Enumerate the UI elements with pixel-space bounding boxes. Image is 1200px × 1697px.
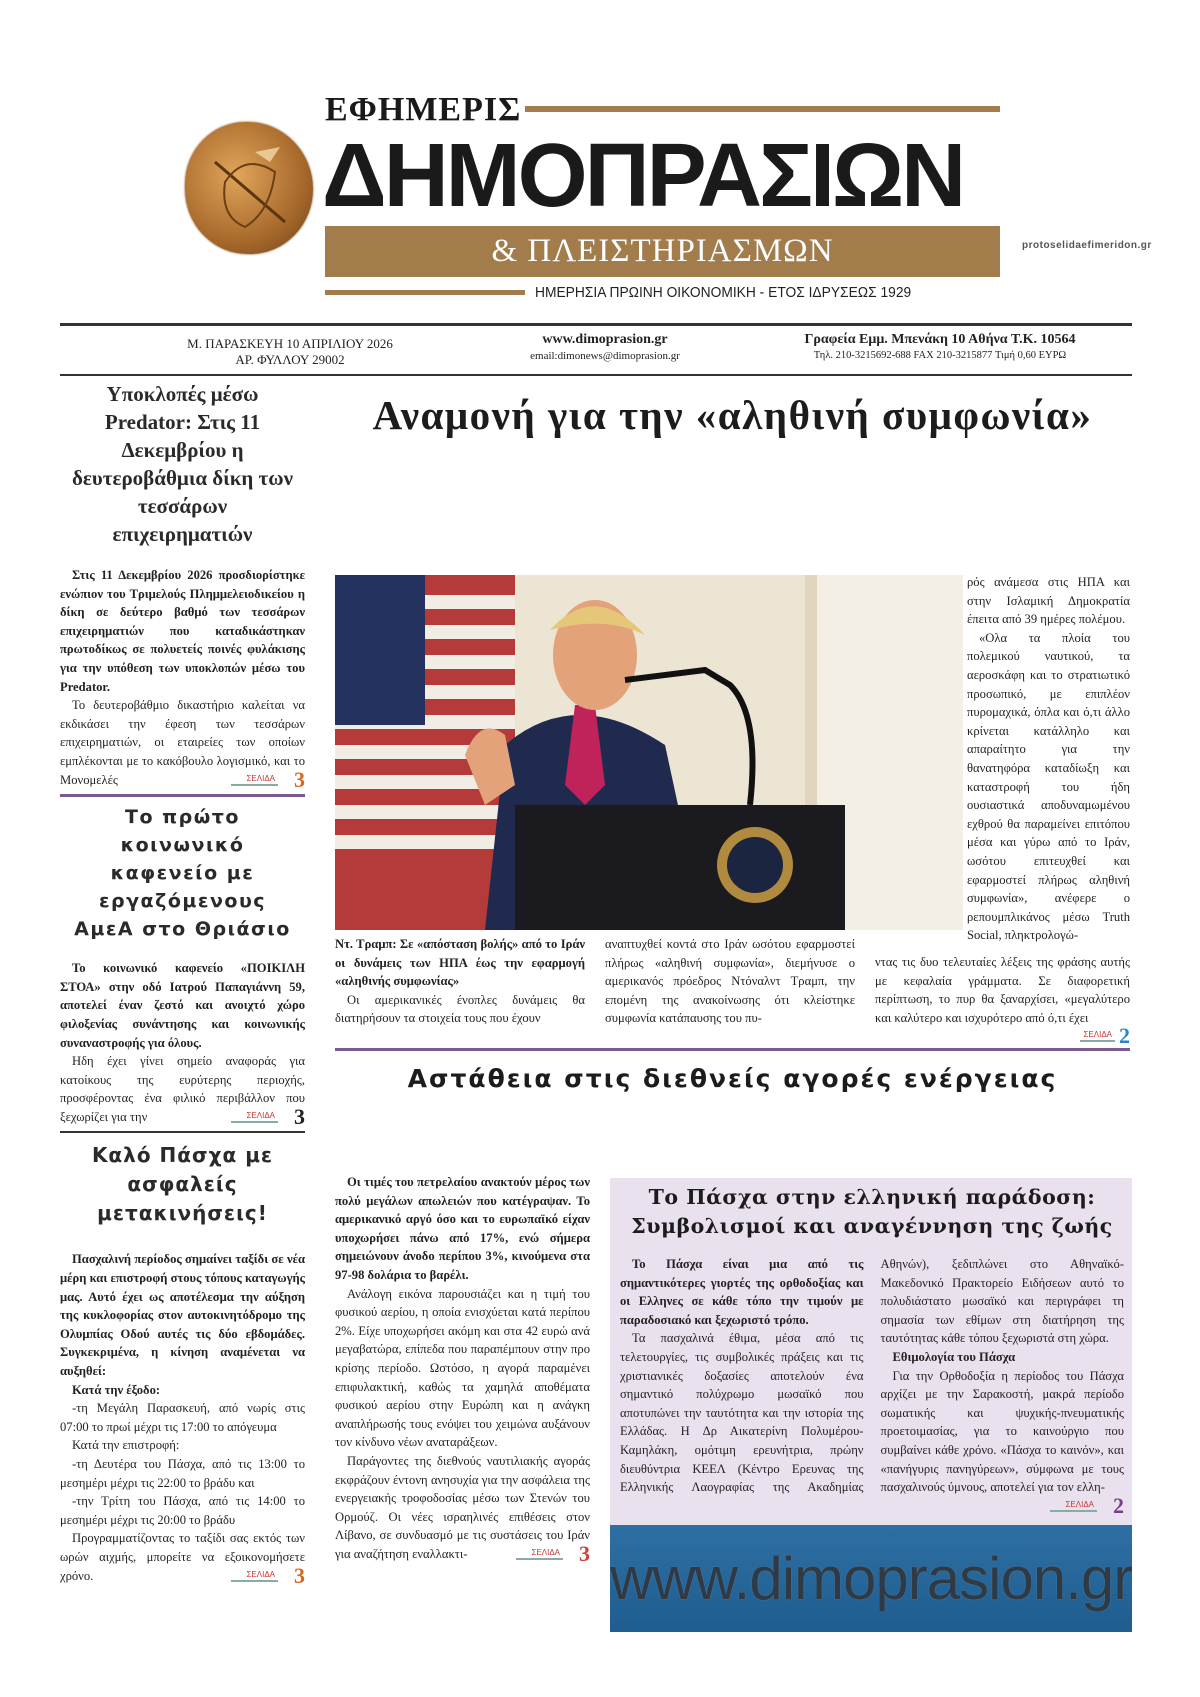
left-column bbox=[60, 380, 305, 1588]
page-logo: ΣΕΛΙΔΑ bbox=[1080, 1030, 1115, 1042]
web-contact bbox=[470, 332, 740, 364]
easter-tradition-headline[interactable] bbox=[620, 1183, 1124, 1241]
paragraph: ντας τις δυο τελευταίες λέξεις της φράσης αυτής με κεφαλαία γράμματα. Σε διαφορετική περίπτωση, το πυρ θα ξαναρχίσει, «μεγαλύτερο και καλύτερο και ισχυρότερο από ό,τι έχει bbox=[875, 955, 1130, 1025]
page-number: 3 bbox=[579, 1540, 590, 1566]
masthead-title: ΔΗΜΟΠΡΑΣΙΩΝ bbox=[322, 126, 964, 226]
paragraph: ρός ανάμεσα στις ΗΠΑ και στην Ισλαμική Δημοκρατία έπειτα από 39 ημέρες πολέμου. bbox=[967, 575, 1130, 627]
energy-headline[interactable]: Αστάθεια στις διεθνείς αγορές ενέργειας bbox=[407, 1064, 1058, 1093]
lower-section bbox=[335, 1048, 1132, 1632]
main-column-2 bbox=[605, 935, 855, 1028]
paragraph: Προγραμματίζοντας το ταξίδι σας εκτός των ωρών αιχμής, μπορείτε να εξοικονομήσετε χρόνο. bbox=[60, 1531, 305, 1583]
paragraph: Τα πασχαλινά έθιμα, μέσα από τις τελετουργίες, τις συμβολικές πράξεις και τις χριστιανικές δοξασίες αποτελούν ένα σημαντικό πολύχρωμο μωσαϊκό που αποτυπώνει την ταυτότητα και την ιστορία της Ελλάδας. Η Δρ Αικατερίνη Πολυμέρου-Καμηλάκη, ομότιμη ερευνήτρια, πρώην διευθύντρια ΚΕΕΛ (Κέντρο Ερευνας της Ελληνικής Λαογραφίας της Ακαδημίας Αθηνών), ξεδιπλώνει στο Αθηναϊκό-Μακεδονικό Πρακτορείο Ειδήσεων αυτό το πολυδιάστατο μωσαϊκό και περιγράφει τη σημασία των εθίμων στη διατήρηση της ταυτότητας κάθε τόπου ξεχωριστά στη χώρα. bbox=[620, 1257, 1124, 1495]
right-lower-stack bbox=[610, 1178, 1132, 1632]
page-number: 2 bbox=[1119, 1023, 1130, 1049]
page-number: 2 bbox=[1113, 1492, 1124, 1518]
energy-lead: Οι τιμές του πετρελαίου ανακτούν μέρος των πολύ μεγάλων απωλειών που κατέγραψαν. Το αμερικανικό αργό όσο και το ευρωπαϊκό είχαν υποχωρήσει πάνω από 17%, ενώ σήμερα σημειώνουν άνοδο περίπου 3%, κινούμενα στα 97-98 δολάρια το βαρέλι. bbox=[335, 1175, 590, 1282]
page-logo: ΣΕΛΙΔΑ bbox=[516, 1548, 563, 1560]
paragraph: αναπτυχθεί κοντά στο Ιράν ωσότου εφαρμοστεί πλήρως «αληθινή συμφωνία», διεμήνυσε ο αμερικανός πρόεδρος Ντόναλντ Τραμπ, την επομένη της ανακοίνωσης ότι κλείστηκε συμφωνία κατάπαυσης του πυ- bbox=[605, 937, 855, 1026]
page-number: 3 bbox=[294, 1103, 305, 1129]
office-contact bbox=[750, 332, 1130, 364]
paragraph: Για την Ορθοδοξία η περίοδος του Πάσχα αρχίζει με την Σαρακοστή, μακρά περίοδο σωματικής και ψυχικής-πνευματικής προετοιμασίας, για το καινούργιο που συμβαίνει κάθε χρόνο. «Πάσχα το καινόν», και «πανήγυρις πανηγύρεων», σύμφωνα με τους πασχαλινούς ύμνους, αποτελεί για τον ελλη- bbox=[880, 1368, 1124, 1495]
predator-body: Το δευτεροβάθμιο δικαστήριο καλείται να εκδικάσει την έφεση των τεσσάρων επιχειρηματιών, οι εταιρείες των οποίων εμπλέκονται με το κακόβουλο λογισμικό, και το Μονομελές bbox=[60, 698, 305, 787]
page-logo: ΣΕΛΙΔΑ bbox=[231, 774, 278, 786]
section-rule bbox=[335, 1048, 1130, 1051]
cafe-article bbox=[60, 959, 305, 1129]
page-number: 3 bbox=[294, 766, 305, 792]
section-rule bbox=[60, 1131, 305, 1133]
main-right-column bbox=[967, 573, 1130, 945]
office-address: Γραφεία Εμμ. Μπενάκη 10 Αθήνα Τ.Κ. 10564 bbox=[804, 332, 1076, 347]
page-logo: ΣΕΛΙΔΑ bbox=[231, 1570, 278, 1582]
continued-page-link[interactable] bbox=[231, 1103, 305, 1129]
website-ad-banner[interactable] bbox=[610, 1525, 1132, 1632]
easter-travel-subhead: Κατά την έξοδο: bbox=[72, 1382, 161, 1397]
paragraph: Οι αμερικανικές ένοπλες δυνάμεις θα διατηρήσουν τα στοιχεία τους που έχουν bbox=[335, 992, 585, 1026]
continued-page-link[interactable] bbox=[1080, 1023, 1130, 1049]
headline-line: Το Πάσχα στην ελληνική παράδοση: bbox=[648, 1185, 1096, 1209]
issue-date: Μ. ΠΑΡΑΣΚΕΥΗ 10 ΑΠΡΙΛΙΟΥ 2026 bbox=[187, 336, 393, 351]
easter-tradition-subhead: Εθιμολογία του Πάσχα bbox=[892, 1349, 1016, 1364]
paragraph: -την Τρίτη του Πάσχα, από τις 14:00 το μεσημέρι μέχρι τις 20:00 το βράδυ bbox=[60, 1494, 305, 1527]
paragraph: Κατά την επιστροφή: bbox=[72, 1438, 180, 1453]
main-column-3 bbox=[875, 953, 1130, 1049]
main-headline[interactable]: Αναμονή για την «αληθινή συμφωνία» bbox=[372, 392, 1093, 438]
paragraph: «Ολα τα πλοία του πολεμικού ναυτικού, τα αεροσκάφη και το στρατιωτικό προσωπικό, με επιπλέον πυρομαχικά, όπλα και ό,τι άλλο κρίνεται κατάλληλο και απαραίτητο για την θανατηφόρα καταδίωξη και καταστροφή του ήδη ουσιαστικά αποδυναμωμένου εχθρού θα παραμείνει επιτόπου μέσα και γύρω από το Ιράν, ωσότου επιτευχθεί και εφαρμοστεί πλήρως αληθινή συμφωνία», ανέφερε ο ρεπουμπλικάνος μέσω Truth Social, πληκτρολογώ- bbox=[967, 630, 1130, 943]
page-logo: ΣΕΛΙΔΑ bbox=[1050, 1500, 1097, 1512]
masthead-prefix: ΕΦΗΜΕΡΙΣ bbox=[325, 91, 522, 128]
phone-price: Τηλ. 210-3215692-688 FAX 210-3215877 Τιμή 0,60 ΕΥΡΩ bbox=[813, 350, 1067, 361]
paragraph: -τη Μεγάλη Παρασκευή, από νωρίς στις 07:00 το πρωί μέχρι τις 17:00 το απόγευμα bbox=[60, 1401, 305, 1434]
paragraph: Παράγοντες της διεθνούς ναυτιλιακής αγοράς εκφράζουν έντονη ανησυχία για την ασφάλεια της ενεργειακής τροφοδοσίας μέσω των Στενών του Ορμούζ. Οι νέες ισραηλινές επιθέσεις στον Λίβανο, σε συνδυασμό με τις συστάσεις του Ιράν για αναζήτηση εναλλακτι- bbox=[335, 1453, 590, 1561]
page-logo: ΣΕΛΙΔΑ bbox=[231, 1111, 278, 1123]
easter-travel-lead: Πασχαλινή περίοδος σημαίνει ταξίδι σε νέα μέρη και επιστροφή στους τόπους καταγωγής μας. Αυτό έχει ως αποτέλεσμα την αύξηση της κυκλοφορίας στον αυτοκινητόδρομο της Ολυμπίας Οδού αυτές τις δύο εβδομάδες. Συγκεκριμένα, η κίνηση αναμένεται να αυξηθεί: bbox=[60, 1252, 305, 1379]
trump-photo bbox=[335, 575, 963, 930]
source-credit: protoselidaefimeridon.gr bbox=[1022, 240, 1152, 251]
predator-headline[interactable]: Υποκλοπές μέσω Predator: Στις 11 Δεκεμβρίου η δευτεροβάθμια δίκη των τεσσάρων επιχειρηματιών bbox=[72, 382, 293, 546]
predator-lead: Στις 11 Δεκεμβρίου 2026 προσδιορίστηκε ενώπιον του Τριμελούς Πλημμελειοδικείου η δίκη σε δεύτερο βαθμό των τεσσάρων επιχειρηματιών που καταδικάστηκαν πρωτοδίκως σε πολυετείς ποινές φυλάκισης για την υπόθεση των υποκλοπών μέσω του Predator. bbox=[60, 568, 305, 694]
easter-travel-headline[interactable]: Καλό Πάσχα με ασφαλείς μετακινήσεις! bbox=[91, 1143, 274, 1226]
website-link[interactable]: www.dimoprasion.gr bbox=[542, 332, 668, 347]
paragraph: Ανάλογη εικόνα παρουσιάζει και η τιμή του φυσικού αερίου, η οποία ενισχύεται κατά περίπου 2%. Είχε υποχωρήσει ακόμη και στα 42 ευρώ ανά μεγαβατώρα, επίπεδα που παραπέμπουν στην προ κρίσης περίοδο. Ωστόσο, η αγορά παραμένει επιφυλακτική, καθώς τα χαμηλά αποθέματα φυσικού αερίου στην Ευρώπη και η ανάγκη αναπλήρωσής τους ενόψει του χειμώνα αυξάνουν τον κίνδυνο νέων αναταράξεων. bbox=[335, 1286, 590, 1450]
page-number: 3 bbox=[294, 1562, 305, 1588]
continued-page-link[interactable] bbox=[231, 1562, 305, 1588]
easter-travel-article bbox=[60, 1250, 305, 1588]
cafe-headline[interactable]: Το πρώτο κοινωνικό καφενείο με εργαζόμενους ΑμεΑ στο Θριάσιο bbox=[74, 806, 291, 941]
masthead-line bbox=[525, 106, 1000, 112]
headline-line: Συμβολισμοί και αναγέννηση της ζωής bbox=[631, 1214, 1113, 1238]
coin-logo bbox=[185, 122, 313, 254]
continued-page-link[interactable] bbox=[231, 766, 305, 792]
easter-tradition-body bbox=[620, 1255, 1124, 1518]
top-rule bbox=[60, 323, 1132, 326]
section-rule bbox=[60, 794, 305, 797]
main-caption-lead: Ντ. Τραμπ: Σε «απόσταση βολής» από το Ιράν οι δυνάμεις των ΗΠΑ έως την εφαρμογή «αληθινής συμφωνίας» bbox=[335, 937, 585, 989]
main-caption-column bbox=[335, 935, 585, 1028]
masthead-tagline: ΗΜΕΡΗΣΙΑ ΠΡΩΙΝΗ ΟΙΚΟΝΟΜΙΚΗ - ΕΤΟΣ ΙΔΡΥΣΕΩΣ 1929 bbox=[535, 284, 912, 301]
predator-article bbox=[60, 566, 305, 792]
continued-page-link[interactable] bbox=[1050, 1492, 1124, 1518]
easter-tradition-lead: Το Πάσχα είναι μια από τις σημαντικότερες γιορτές της ορθοδοξίας και οι Ελληνες σε κάθε τόπο την τιμούν με παραδοσιακό και ξεχωριστό τρόπο. bbox=[620, 1257, 864, 1327]
cafe-body: Ηδη έχει γίνει σημείο αναφοράς για κατοίκους της ευρύτερης περιοχής, προσφέροντας ένα φιλικό περιβάλλον που ξεχωρίζει για την bbox=[60, 1054, 305, 1124]
ad-text: www.dimoprasion.gr bbox=[610, 1544, 1132, 1612]
paragraph: -τη Δευτέρα του Πάσχα, από τις 13:00 το μεσημέρι μέχρι τις 22:00 το βράδυ και bbox=[60, 1457, 305, 1490]
issue-number: ΑΡ. ΦΥΛΛΟΥ 29002 bbox=[235, 352, 345, 367]
lower-columns bbox=[335, 1173, 1132, 1632]
email-link[interactable]: email:dimonews@dimoprasion.gr bbox=[530, 350, 680, 362]
continued-page-link[interactable] bbox=[516, 1540, 590, 1566]
tagline-line bbox=[325, 290, 525, 295]
easter-tradition-box bbox=[610, 1178, 1132, 1525]
energy-article bbox=[335, 1173, 590, 1566]
date-issue bbox=[140, 336, 440, 368]
cafe-lead: Το κοινωνικό καφενείο «ΠΟΙΚΙΛΗ ΣΤΟΑ» στην οδό Ιατρού Παπαγιάννη 59, αποτελεί έναν ζεστό και ανοιχτό χώρο φιλοξενίας συνάντησης και κοινωνικής συναναστροφής για όλους. bbox=[60, 961, 305, 1050]
masthead-subtitle: & ΠΛΕΙΣΤΗΡΙΑΣΜΩΝ bbox=[325, 226, 1000, 277]
info-rule bbox=[60, 374, 1132, 376]
